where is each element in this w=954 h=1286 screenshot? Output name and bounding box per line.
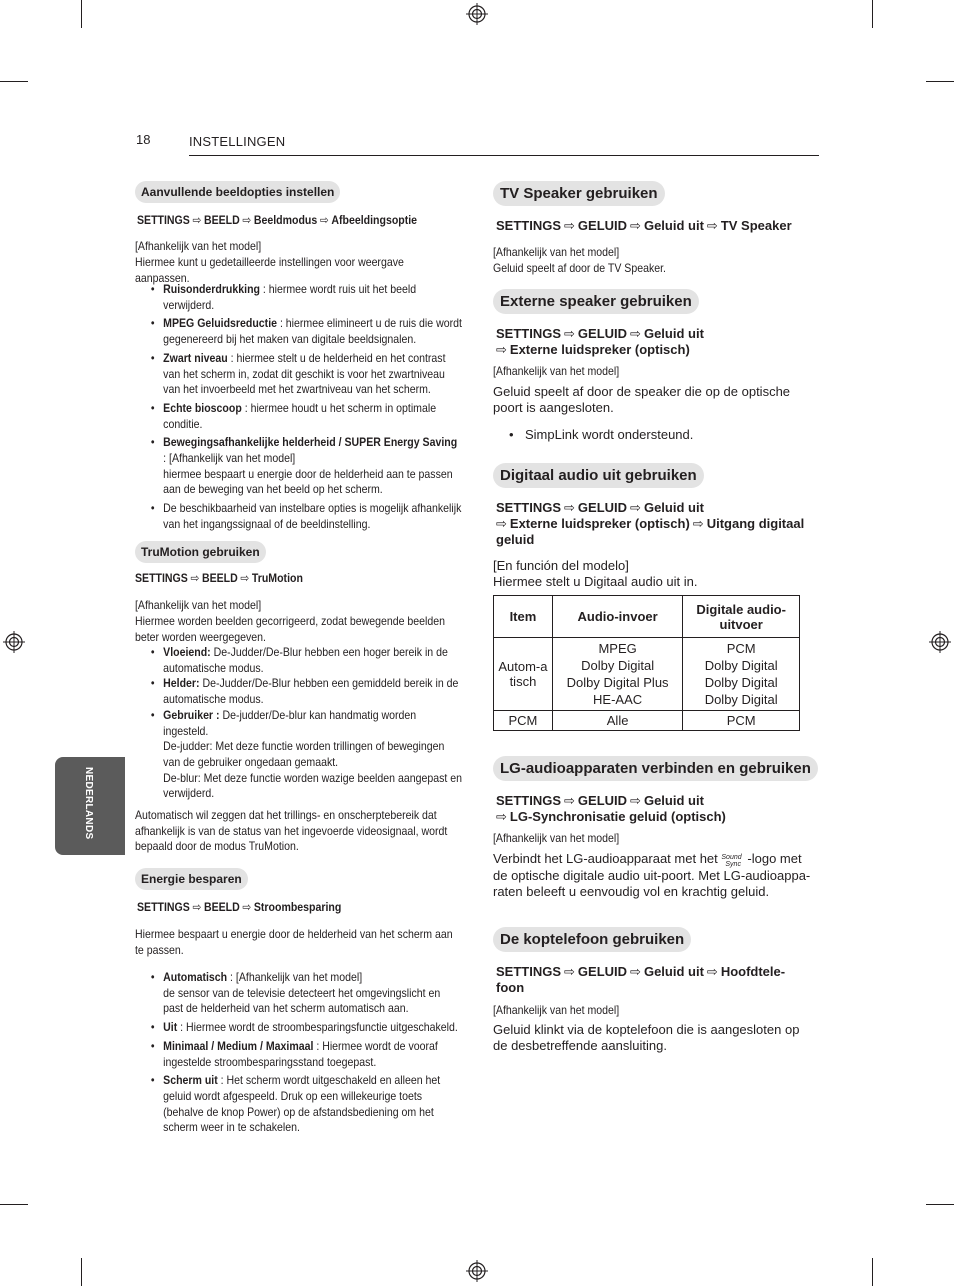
menu-path [496, 793, 826, 825]
arrow-right-icon: ⇨ [630, 326, 641, 341]
crop-mark [872, 0, 873, 28]
text-part: Verbindt het LG-audioapparaat met het [493, 851, 722, 866]
cell-line: Dolby Digital [704, 692, 778, 707]
model-note: [Afhankelijk van het model] [493, 364, 620, 378]
path-step: Stroombesparing [253, 900, 342, 914]
section-heading: TruMotion gebruiken [135, 541, 266, 563]
path-step: Geluid uit [643, 964, 704, 979]
list-item: • Gebruiker : De-judder/De-blur kan handmatig worden ingesteld. De-judder: Met deze functie worden trillingen of bewegingen van de gebruiker ongedaan gemaakt. De-blur: Met deze functie worden wazige beelden aangepast en verwijderd. [150, 707, 462, 801]
item-text: : Hiermee wordt de stroombesparingsfunctie uitgeschakeld. [177, 1020, 458, 1035]
list-item: • De beschikbaarheid van instelbare opties is mogelijk afhankelijk van het ingangssignaal of de beeldinstelling. [150, 501, 462, 531]
section-tv-speaker [493, 181, 823, 206]
item-text: De-judder/De-blur kan handmatig worden ingesteld. [163, 707, 417, 738]
item-term: Zwart niveau [163, 350, 228, 365]
cell-line: Dolby Digital [704, 658, 778, 673]
path-step: Afbeeldingsoptie [331, 213, 418, 227]
path-step: TV Speaker [720, 218, 792, 233]
path-step: BEELD [203, 900, 240, 914]
path-step: geluid [496, 532, 535, 547]
item-text: : hiermee wordt ruis uit het beeld verwijderd. [163, 282, 417, 312]
arrow-right-icon: ⇨ [190, 571, 200, 585]
cell-line: Dolby Digital [581, 658, 655, 673]
item-text: : Het scherm wordt uitgeschakeld en alleen het geluid wordt afgespeeld. Druk op een willekeurige toets (behalve de knop Power) op de afstandsbediening om het scherm weer in te schakelen. [163, 1073, 441, 1135]
list-item: • Vloeiend: De-Judder/De-Blur hebben een hoger bereik in de automatische modus. [150, 645, 448, 675]
path-step: GELUID [577, 218, 628, 233]
option-list [135, 970, 460, 1136]
arrow-right-icon: ⇨ [630, 793, 641, 808]
section-heading: TV Speaker gebruiken [493, 181, 665, 206]
crop-mark [872, 1258, 873, 1286]
section-heading: Energie besparen [135, 868, 248, 890]
path-step: GELUID [577, 326, 628, 341]
path-step: SETTINGS [137, 900, 190, 914]
arrow-right-icon: ⇨ [240, 571, 250, 585]
list-item: • Minimaal / Medium / Maximaal : Hiermee wordt de vooraf ingestelde stroombesparingsstand toegepast. [150, 1038, 438, 1069]
arrow-right-icon: ⇨ [564, 218, 575, 233]
section-text: Geluid klinkt via de koptelefoon die is aangesloten op de desbetreffende aansluiting. [493, 1022, 800, 1053]
list-item: • Echte bioscoop : hiermee houdt u het scherm in optimale conditie. [150, 400, 437, 431]
path-step: GELUID [577, 964, 628, 979]
model-note: [En función del modelo] [493, 558, 629, 573]
model-note: [Afhankelijk van het model] [493, 245, 620, 259]
model-note: [Afhankelijk van het model] [493, 1003, 620, 1017]
path-step: SETTINGS [496, 326, 562, 341]
item-extra: de sensor van de televisie detecteert het omgevingslicht en past de helderheid van het scherm automatisch aan. [163, 985, 441, 1016]
registration-mark-icon [466, 3, 488, 25]
crop-mark [0, 81, 28, 82]
table-cell [683, 638, 800, 711]
arrow-right-icon: ⇨ [706, 218, 718, 233]
section-koptelefoon [493, 927, 823, 952]
arrow-right-icon: ⇨ [630, 500, 641, 515]
path-step: Geluid uit [643, 500, 704, 515]
path-step: BEELD [203, 213, 240, 227]
section-externe-speaker [493, 289, 823, 314]
model-note: [Afhankelijk van het model] [493, 831, 620, 845]
item-text: SimpLink wordt ondersteund. [525, 427, 694, 442]
path-step: SETTINGS [135, 571, 188, 585]
item-term: Vloeiend: [163, 645, 211, 659]
item-text: : [Afhankelijk van het model] [227, 970, 363, 984]
section-energie [135, 868, 460, 890]
cell-line: Dolby Digital Plus [566, 675, 669, 690]
arrow-right-icon: ⇨ [192, 213, 202, 227]
item-text: : Hiermee wordt de vooraf ingestelde stroombesparingsstand toegepast. [163, 1038, 438, 1069]
list-item: • Uit : Hiermee wordt de stroombesparingsfunctie uitgeschakeld. [150, 1020, 458, 1035]
path-step: foon [496, 980, 525, 995]
cell-line: PCM [726, 641, 756, 656]
arrow-right-icon: ⇨ [496, 809, 507, 824]
registration-mark-icon [3, 631, 25, 653]
item-text: : hiermee stelt u de helderheid en het contrast van het scherm in, zodat dit geschikt is voor het zwartniveau van het invoerbeeld met het zwartniveau van het scherm. [163, 350, 446, 397]
column-header: Digitale audio-uitvoer [683, 596, 800, 638]
section-aanvullende-beeldopties [135, 181, 460, 203]
table-header-row [494, 596, 800, 638]
section-title: INSTELLINGEN [189, 134, 286, 149]
item-term: Minimaal / Medium / Maximaal [163, 1038, 314, 1053]
item-extra: De-judder: Met deze functie worden trillingen of bewegingen van de gebruiker ongedaan gemaakt. [163, 739, 445, 769]
item-extra: hiermee bespaart u energie door de helderheid aan te passen aan de beweging van het beeld op het scherm. [163, 466, 453, 497]
path-step: Externe luidspreker (optisch) [509, 342, 690, 357]
menu-path [135, 571, 421, 585]
table-row [494, 711, 800, 731]
path-step: Uitgang digitaal [706, 516, 805, 531]
section-outro: Automatisch wil zeggen dat het trillings- en onscherptebereik dat afhankelijk is van de status van het ingevoerde videosignaal, wordt bepaald door de modus TruMotion. [135, 808, 448, 854]
path-step: SETTINGS [496, 793, 562, 808]
path-step: SETTINGS [137, 213, 190, 227]
list-item: • Ruisonderdrukking : hiermee wordt ruis uit het beeld verwijderd. [150, 282, 417, 312]
arrow-right-icon: ⇨ [564, 793, 575, 808]
section-intro: Hiermee worden beelden gecorrigeerd, zodat bewegende beelden beter worden weergegeven. [135, 614, 445, 644]
item-term: Scherm uit [163, 1073, 218, 1088]
text-part: -logo met de optische digitale audio uit-poort. Met LG-audioappa-raten beleeft u eenvoudig vol en krachtig geluid. [493, 851, 811, 899]
path-step: LG-Synchronisatie geluid (optisch) [509, 809, 726, 824]
arrow-right-icon: ⇨ [242, 213, 252, 227]
table-cell: PCM [494, 711, 553, 731]
list-item: • MPEG Geluidsreductie : hiermee elimineert u de ruis die wordt gegenereerd bij het maken van digitale beeldsignalen. [150, 316, 462, 347]
arrow-right-icon: ⇨ [496, 516, 507, 531]
list-item: • Automatisch : [Afhankelijk van het model] de sensor van de televisie detecteert het omgevingslicht en past de helderheid van het scherm automatisch aan. [150, 970, 441, 1016]
item-text: : hiermee elimineert u de ruis die wordt gegenereerd bij het maken van digitale beeldsignalen. [163, 316, 462, 347]
language-tab-label: NEDERLANDS [83, 767, 94, 840]
path-step: SETTINGS [496, 218, 562, 233]
arrow-right-icon: ⇨ [630, 218, 641, 233]
item-term: Echte bioscoop [163, 400, 242, 415]
item-text: : hiermee houdt u het scherm in optimale conditie. [163, 400, 437, 431]
item-term: Gebruiker : [163, 707, 220, 722]
section-heading: Digitaal audio uit gebruiken [493, 463, 704, 488]
list-item: • SimpLink wordt ondersteund. [509, 427, 694, 442]
menu-path [496, 326, 826, 358]
section-heading: LG-audioapparaten verbinden en gebruiken [493, 756, 818, 781]
arrow-right-icon: ⇨ [496, 342, 507, 357]
menu-path [137, 213, 423, 227]
path-step: Externe luidspreker (optisch) [509, 516, 690, 531]
option-list [135, 645, 460, 802]
menu-path [137, 900, 423, 914]
section-lg-audio [493, 756, 823, 781]
registration-mark-icon [929, 631, 951, 653]
column-header: Item [494, 596, 553, 638]
section-intro: Hiermee kunt u gedetailleerde instellingen voor weergave aanpassen. [135, 255, 404, 285]
path-step: Geluid uit [643, 218, 704, 233]
item-term: Ruisonderdrukking [163, 282, 260, 296]
item-term: Automatisch [163, 970, 228, 984]
path-step: Geluid uit [643, 326, 704, 341]
item-term: Uit [163, 1020, 178, 1035]
list-item: • Scherm uit : Het scherm wordt uitgeschakeld en alleen het geluid wordt afgespeeld. Druk op een willekeurige toets (behalve de knop Power) op de afstandsbediening om het scherm weer in te schakelen. [150, 1073, 441, 1135]
path-step: Beeldmodus [253, 213, 318, 227]
header-divider [189, 155, 819, 156]
list-item: • Zwart niveau : hiermee stelt u de helderheid en het contrast van het scherm in, zodat dit geschikt is voor het zwartniveau van het invoerbeeld met het zwartniveau van het scherm. [150, 350, 446, 397]
path-step: GELUID [577, 793, 628, 808]
item-text: De-Judder/De-Blur hebben een gemiddeld bereik in de automatische modus. [163, 676, 459, 707]
section-heading: De koptelefoon gebruiken [493, 927, 691, 952]
menu-path [496, 964, 826, 996]
item-extra: De-blur: Met deze functie worden wazige beelden aangepast en verwijderd. [163, 770, 462, 801]
item-text: De beschikbaarheid van instelbare opties is mogelijk afhankelijk van het ingangssignaal of de beeldinstelling. [163, 501, 462, 531]
section-text [493, 851, 818, 900]
table-cell: Alle [552, 711, 683, 731]
crop-mark [926, 1204, 954, 1205]
crop-mark [926, 81, 954, 82]
section-heading: Externe speaker gebruiken [493, 289, 699, 314]
page-number: 18 [136, 132, 151, 147]
arrow-right-icon: ⇨ [564, 326, 575, 341]
arrow-right-icon: ⇨ [706, 964, 718, 979]
list-item: • Bewegingsafhankelijke helderheid / SUPER Energy Saving : [Afhankelijk van het model] hiermee bespaart u energie door de helderheid aan te passen aan de beweging van het beeld op het scherm. [150, 435, 458, 497]
audio-table [493, 595, 800, 731]
path-step: Hoofdtele- [720, 964, 786, 979]
cell-line: HE-AAC [593, 692, 643, 707]
path-step: SETTINGS [496, 964, 562, 979]
language-tab [55, 757, 125, 855]
model-note: [Afhankelijk van het model] [135, 598, 262, 612]
section-digitaal-audio [493, 463, 823, 488]
path-step: SETTINGS [496, 500, 562, 515]
arrow-right-icon: ⇨ [564, 964, 575, 979]
column-header: Audio-invoer [552, 596, 683, 638]
section-intro: Hiermee bespaart u energie door de helderheid van het scherm aan te passen. [135, 927, 453, 957]
option-list [135, 282, 460, 533]
section-text: Hiermee stelt u Digitaal audio uit in. [493, 574, 698, 589]
menu-path [496, 218, 826, 234]
arrow-right-icon: ⇨ [564, 500, 575, 515]
path-step: TruMotion [251, 571, 303, 585]
cell-line: MPEG [598, 641, 637, 656]
item-text: : [Afhankelijk van het model] [163, 451, 296, 466]
table-cell [552, 638, 683, 711]
model-note: [Afhankelijk van het model] [135, 239, 262, 253]
item-text: De-Judder/De-Blur hebben een hoger bereik in de automatische modus. [163, 645, 448, 675]
list-item: • Helder: De-Judder/De-Blur hebben een gemiddeld bereik in de automatische modus. [150, 676, 459, 707]
crop-mark [81, 0, 82, 28]
section-heading: Aanvullende beeldopties instellen [135, 181, 340, 203]
table-row [494, 638, 800, 711]
table-cell: PCM [683, 711, 800, 731]
crop-mark [0, 1204, 28, 1205]
sound-sync-logo: Sound Sync [721, 854, 742, 868]
arrow-right-icon: ⇨ [192, 900, 202, 914]
cell-line: Dolby Digital [704, 675, 778, 690]
table-cell: Autom-atisch [494, 638, 553, 711]
menu-path [496, 500, 822, 548]
item-term: Helder: [163, 676, 200, 691]
arrow-right-icon: ⇨ [242, 900, 252, 914]
section-trumotion [135, 541, 460, 563]
arrow-right-icon: ⇨ [630, 964, 641, 979]
item-term: MPEG Geluidsreductie [163, 316, 278, 331]
section-text: Geluid speelt af door de speaker die op de optische poort is aangesloten. [493, 384, 791, 415]
crop-mark [81, 1258, 82, 1286]
path-step: Geluid uit [643, 793, 704, 808]
item-term: Bewegingsafhankelijke helderheid / SUPER Energy Saving [163, 435, 458, 450]
section-text: Geluid speelt af door de TV Speaker. [493, 261, 666, 275]
path-step: GELUID [577, 500, 628, 515]
registration-mark-icon [466, 1260, 488, 1282]
arrow-right-icon: ⇨ [692, 516, 704, 531]
arrow-right-icon: ⇨ [319, 213, 329, 227]
path-step: BEELD [201, 571, 238, 585]
